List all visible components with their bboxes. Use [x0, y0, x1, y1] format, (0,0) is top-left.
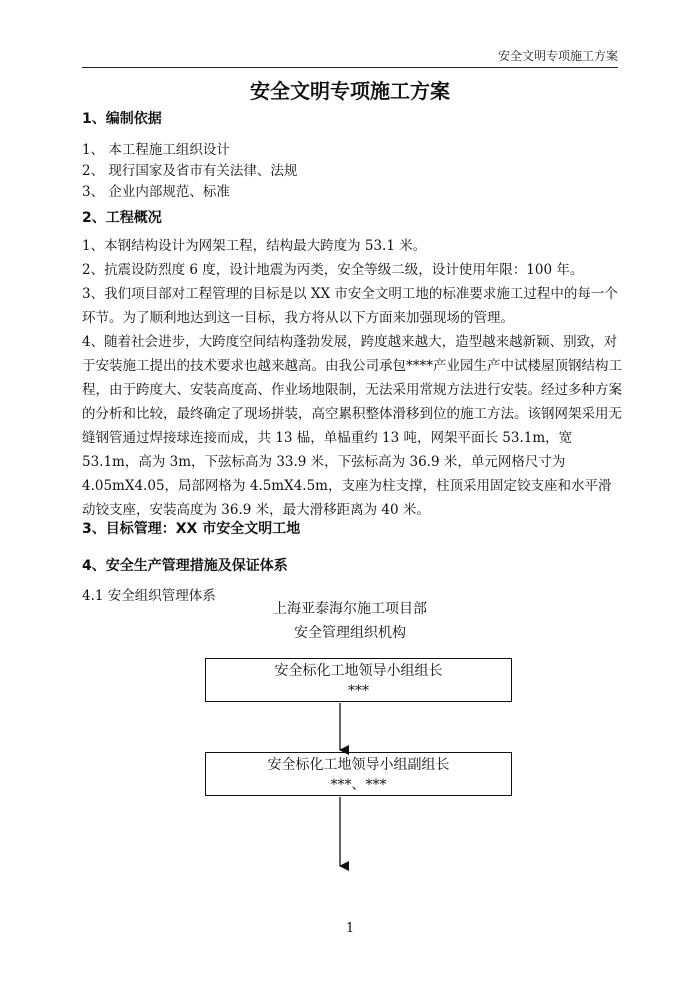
running-header: 安全文明专项施工方案 — [497, 49, 618, 63]
section2-heading: 2、工程概况 — [82, 210, 162, 226]
section2-paragraph-1: 1、本钢结构设计为网架工程，结构最大跨度为 53.1 米。 — [82, 238, 427, 254]
section1-item-2: 2、 现行国家及省市有关法律、法规 — [82, 163, 298, 179]
section4-heading: 4、安全生产管理措施及保证体系 — [82, 558, 288, 574]
section1-item-3: 3、 企业内部规范、标准 — [82, 184, 230, 200]
org-box-leader-name: *** — [348, 683, 369, 699]
section4-subheading: 4.1 安全组织管理体系 — [82, 588, 216, 604]
section2-paragraph-4: 4、随着社会进步，大跨度空间结构蓬勃发展，跨度越来越大，造型越来越新颖、别致，对于安装施工提出的技术要求也越来越高。由我公司承包****产业园生产中试楼屋顶钢结构工程，由于跨度大、安装高度高、作业场地限制，无法采用常规方法进行安装。经过多种方案的分析和比较，最终确定了现场拼装，高空累积整体滑移到位的施工方法。该钢网架采用无缝钢管通过焊接球连接而成，共 13 榀，单榀重约 13 吨，网架平面长 53.1m，宽 53.1m，高为 3m，下弦标高为 33.9 米，下弦标高为 36.9 米，单元网格尺寸为 4.05mX4.05，局部网格为 4.5mX4.5m，支座为柱支撑，柱顶采用固定铰支座和水平滑动铰支座，安装高度为 36.9 米，最大滑移距离为 40 米。 — [82, 334, 622, 518]
org-chart-title: 安全管理组织机构 — [294, 625, 406, 641]
section3-heading: 3、目标管理：XX 市安全文明工地 — [82, 521, 301, 537]
org-box-leader-title: 安全标化工地领导小组组长 — [274, 663, 443, 679]
page-title: 安全文明专项施工方案 — [250, 79, 450, 103]
org-box-deputy-name: ***、*** — [330, 777, 387, 793]
page-number: 1 — [345, 921, 355, 936]
section2-paragraph-2: 2、抗震设防烈度 6 度，设计地震为丙类，安全等级二级，设计使用年限：100 年。 — [82, 262, 584, 278]
section2-paragraph-3: 3、我们项目部对工程管理的目标是以 XX 市安全文明工地的标准要求施工过程中的每一个环节。为了顺利地达到这一目标，我方将从以下方面来加强现场的管理。 — [82, 286, 618, 326]
org-box-deputy-title: 安全标化工地领导小组副组长 — [267, 757, 450, 773]
section1-item-1: 1、 本工程施工组织设计 — [82, 142, 230, 158]
section1-heading: 1、编制依据 — [82, 111, 162, 127]
org-chart-company: 上海亚泰海尔施工项目部 — [273, 601, 427, 617]
